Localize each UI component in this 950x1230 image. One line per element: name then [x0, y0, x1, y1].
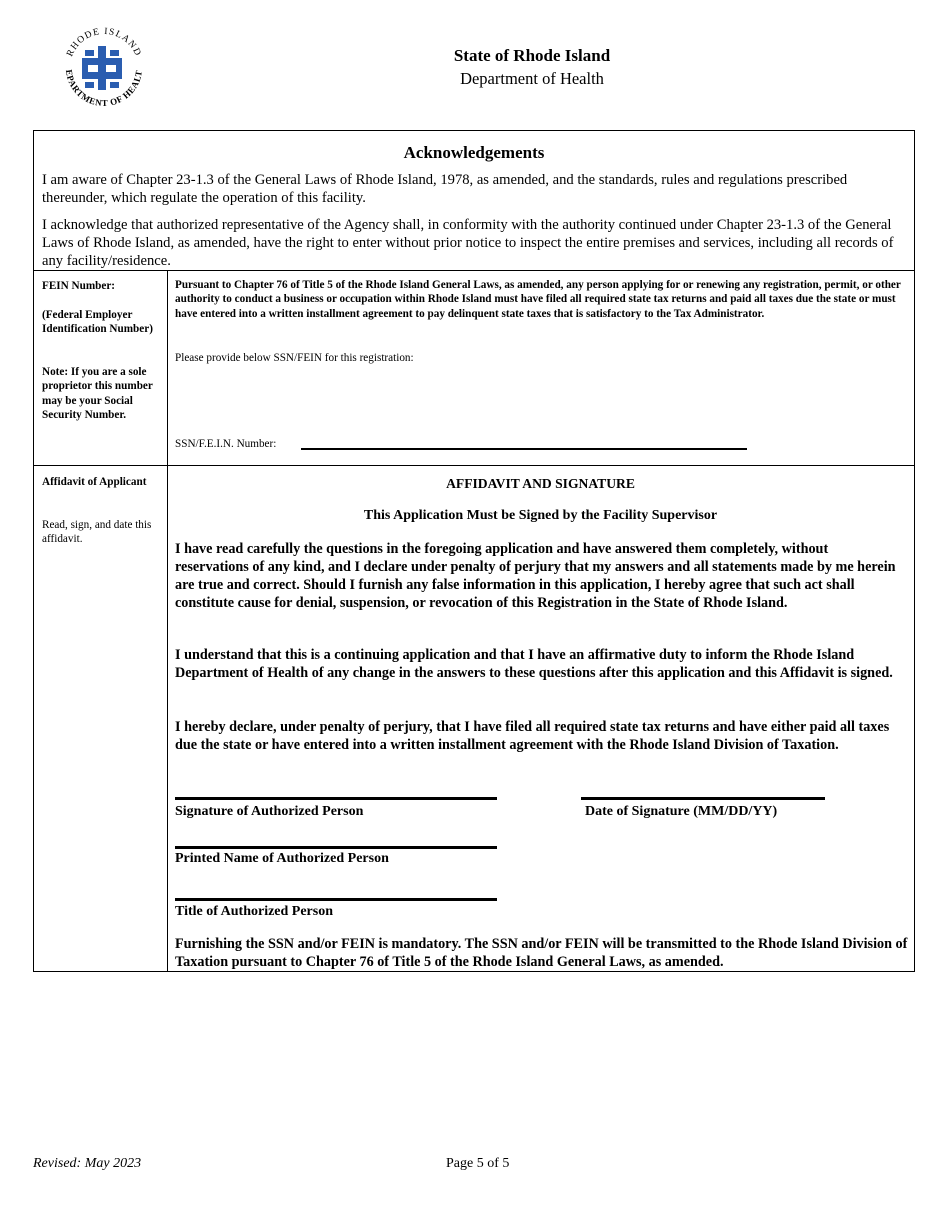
fein-label: FEIN Number: [42, 280, 116, 292]
logo-text-top: RHODE ISLAND [65, 26, 143, 59]
acknowledgements-paragraph-2: I acknowledge that authorized representative of the Agency shall, in conformity with the authority continued under Chapter 23-1.3 of the General Laws of Rhode Island, as amended, have the right to enter without prior notice to inspect the entire premises and services, including all records of any facility/residence. [42, 217, 894, 269]
date-signature-label: Date of Signature (MM/DD/YY) [585, 804, 778, 819]
fein-full-name: (Federal Employer Identification Number) [42, 309, 153, 336]
affidavit-left-column [34, 466, 168, 971]
fein-section [33, 270, 915, 466]
date-signature-line[interactable] [581, 797, 825, 800]
signature-label: Signature of Authorized Person [175, 804, 364, 819]
acknowledgements-section [33, 130, 915, 271]
affidavit-right-column [167, 466, 914, 971]
affidavit-label: Affidavit of Applicant [42, 476, 147, 488]
affidavit-paragraph-3: I hereby declare, under penalty of perjury, that I have filed all required state tax returns and have either paid all taxes due the state or have entered into a written installment agreement with the Rhode Island Division of Taxation. [175, 719, 890, 753]
affidavit-section [33, 465, 915, 972]
logo-text-bottom: EPARTMENT OF HEALT [63, 68, 145, 109]
acknowledgements-title: Acknowledgements [403, 143, 545, 162]
revision-date: Revised: May 2023 [33, 1156, 142, 1171]
fein-left-column [34, 271, 168, 465]
department-title: Department of Health [460, 69, 604, 88]
state-title: State of Rhode Island [453, 46, 611, 65]
affidavit-instruction: Read, sign, and date this affidavit. [42, 519, 152, 546]
fein-right-column [167, 271, 914, 465]
affidavit-subtitle: This Application Must be Signed by the Facility Supervisor [363, 508, 718, 523]
printed-name-label: Printed Name of Authorized Person [175, 851, 389, 866]
ssn-fein-mandatory-notice: Furnishing the SSN and/or FEIN is mandatory. The SSN and/or FEIN will be transmitted to the Rhode Island Division of Taxation pursuant to Chapter 76 of Title 5 of the Rhode Island General Laws, as amended. [175, 936, 908, 970]
fein-note: Note: If you are a sole proprietor this number may be your Social Security Number. [42, 366, 153, 421]
page-number: Page 5 of 5 [446, 1156, 510, 1171]
logo-emblem-icon [82, 46, 122, 90]
ri-doh-seal-logo [58, 22, 150, 114]
affidavit-paragraph-2: I understand that this is a continuing application and that I have an affirmative duty to inform the Rhode Island Department of Health of any change in the answers to these questions after this application and this Affidavit is signed. [175, 647, 893, 681]
ssn-fein-input-line[interactable] [301, 448, 747, 450]
ssn-fein-label: SSN/F.E.I.N. Number: [175, 438, 277, 450]
affidavit-title: AFFIDAVIT AND SIGNATURE [446, 476, 635, 491]
title-label: Title of Authorized Person [175, 904, 334, 919]
fein-provide-instruction: Please provide below SSN/FEIN for this registration: [175, 352, 414, 364]
title-line[interactable] [175, 898, 497, 901]
signature-line[interactable] [175, 797, 497, 800]
acknowledgements-paragraph-1: I am aware of Chapter 23-1.3 of the General Laws of Rhode Island, 1978, as amended, and the standards, rules and regulations prescribed thereunder, which regulate the operation of this facility. [42, 172, 848, 206]
affidavit-paragraph-1: I have read carefully the questions in the foregoing application and have answered them completely, without reservations of any kind, and I declare under penalty of perjury that my answers and all statements made by me herein are true and correct. Should I furnish any false information in this application, I hereby agree that such act shall constitute cause for denial, suspension, or revocation of this Registration in the State of Rhode Island. [175, 541, 896, 611]
fein-statute-text: Pursuant to Chapter 76 of Title 5 of the Rhode Island General Laws, as amended, any person applying for or renewing any registration, permit, or other authority to conduct a business or occupation within Rhode Island must have filed all required state tax returns and paid all taxes due the state or must have entered into a written installment agreement to pay delinquent state taxes that is satisfactory to the Tax Administrator. [175, 279, 901, 320]
printed-name-line[interactable] [175, 846, 497, 849]
